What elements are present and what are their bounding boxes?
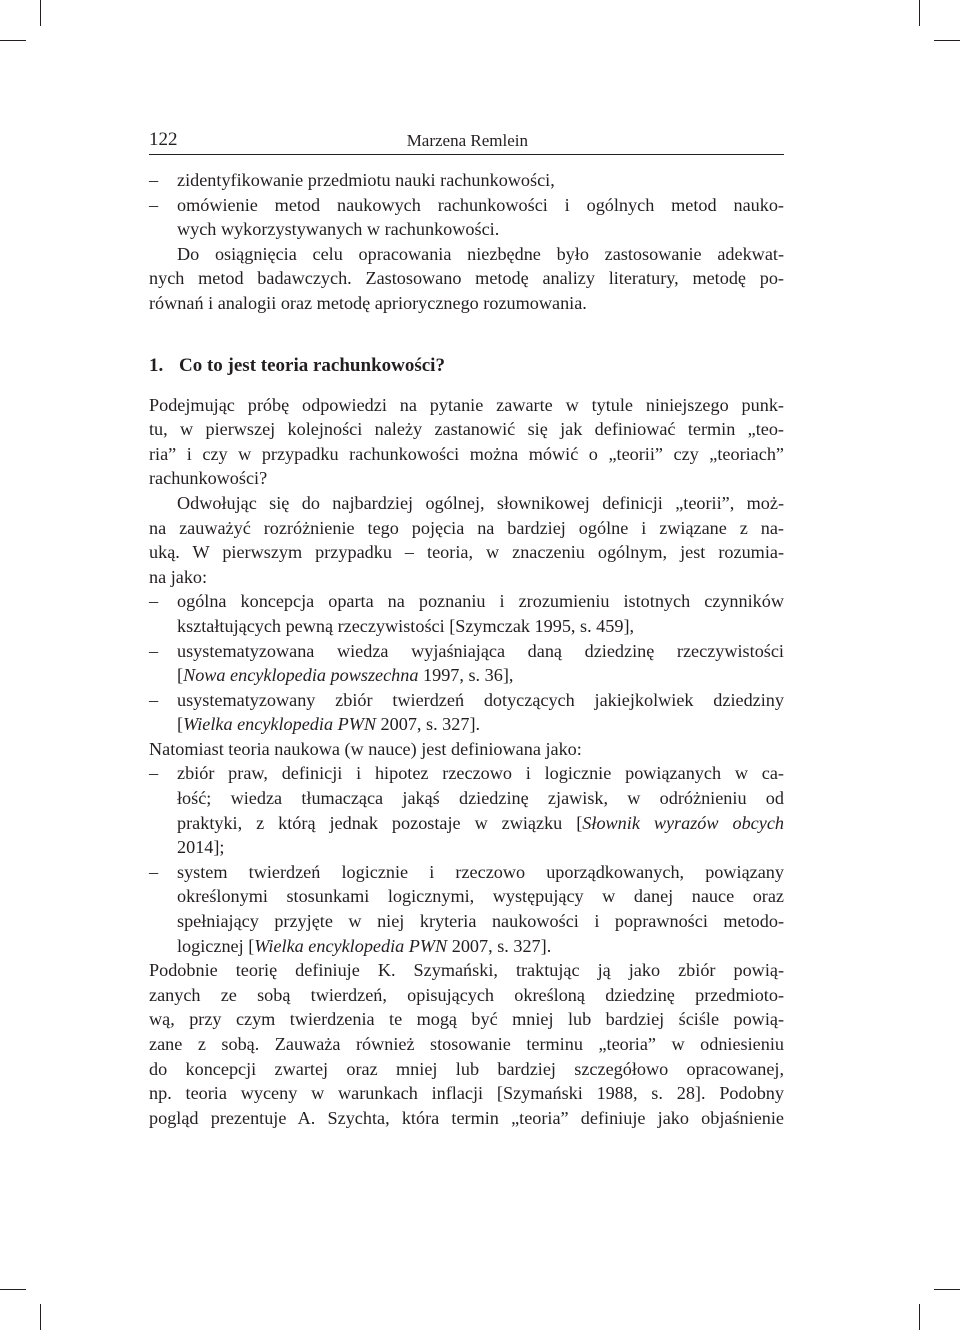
running-header [149, 128, 784, 155]
crop-mark [0, 1289, 26, 1290]
paragraph: Do osiągnięcia celu opracowania niezbędne było zastosowanie adekwat- nych metod badawczych. Zastosowano metodę analizy literatury, metodę po- równań i analogii oraz metodę apriorycznego rozumowania. [149, 243, 784, 313]
general-theory-list: – ogólna koncepcja oparta na poznaniu i zrozumieniu istotnych czynników kształtujących pewną rzeczywistości [Szymczak 1995, s. 459], – usystematyzowana wiedza wyjaśniająca daną dziedzinę rzeczywistości [Nowa encyklopedia powszechna 1997, s. 36], – usystematyzowany zbiór twierdzeń dotyczących jakiejkolwiek dziedziny [Wielka encyklopedia PWN 2007, s. 327]. [149, 591, 784, 735]
page-number: 122 [149, 129, 178, 150]
scientific-theory-list: – zbiór praw, definicji i hipotez rzeczowo i logicznie powiązanych w ca- łość; wiedza tłumacząca jakąś dziedzinę zjawisk, w odróżnieniu od praktyki, z którą jednak pozostaje w związku [Słownik wyrazów obcych 2014]; – system twierdzeń logicznie i rzeczowo uporządkowanych, powiązany określonymi stosunkami logicznymi, występujący w danej nauce oraz spełniający przyjęte w niej kryteria naukowości i poprawności metodo- logicznej [Wielka encyklopedia PWN 2007, s. 327]. [149, 763, 784, 956]
dash-bullet: – [149, 689, 159, 710]
list-item: – zbiór praw, definicji i hipotez rzeczowo i logicznie powiązanych w ca- [149, 761, 784, 786]
crop-mark [934, 40, 960, 41]
running-head-author: Marzena Remlein [406, 131, 528, 150]
list-item: – omówienie metod naukowych rachunkowości i ogólnych metod nauko- [149, 193, 784, 218]
dash-bullet: – [149, 861, 159, 882]
citation-title: Wielka encyklopedia PWN [183, 714, 376, 735]
crop-mark [40, 1304, 41, 1330]
citation-title: Nowa encyklopedia powszechna [183, 665, 419, 686]
paragraph: Podobnie teorię definiuje K. Szymański, traktując ją jako zbiór powią- zanych ze sobą twierdzeń, opisujących określoną dziedzinę przedmioto- wą, przy czym twierdzenia te mogą być mniej lub bardziej ściśle powią- zane z sobą. Zauważa również stosowanie terminu „teoria” w odniesieniu do koncepcji zwartej oraz mniej lub bardziej szczegółowo opracowanej, np. teoria wyceny w warunkach inflacji [Szymański 1988, s. 28]. Podobny pogląd prezentuje A. Szychta, która termin „teoria” definiuje jako objaśnienie [149, 960, 784, 1128]
crop-mark [40, 0, 41, 26]
body-text [149, 168, 784, 1130]
dash-bullet: – [149, 640, 159, 661]
crop-mark [0, 40, 26, 41]
list-item: – usystematyzowany zbiór twierdzeń dotyczących jakiejkolwiek dziedziny [149, 688, 784, 713]
list-item: – zidentyfikowanie przedmiotu nauki rachunkowości, [149, 168, 784, 193]
list-item: – ogólna koncepcja oparta na poznaniu i zrozumieniu istotnych czynników [149, 589, 784, 614]
paragraph: Podejmując próbę odpowiedzi na pytanie zawarte w tytule niniejszego punk- tu, w pierwszej kolejności należy zastanowić się jak definiować termin „teo- ria” i czy w przypadku rachunkowości można mówić o „teorii” czy „teoriach” rachunkowości? [149, 394, 784, 489]
dash-bullet: – [149, 591, 159, 612]
paragraph: Natomiast teoria naukowa (w nauce) jest definiowana jako: [149, 738, 582, 759]
dash-bullet: – [149, 194, 159, 215]
paragraph: Odwołując się do najbardziej ogólnej, słownikowej definicji „teorii”, moż- na zauważyć rozróżnienie tego pojęcia na bardziej ogólne i związane z na- uką. W pierwszym przypadku – teoria, w znaczeniu ogólnym, jest rozumia- na jako: [149, 492, 784, 587]
list-item: – usystematyzowana wiedza wyjaśniająca daną dziedzinę rzeczywistości [149, 639, 784, 664]
section-number: 1. [149, 354, 164, 376]
crop-mark [919, 1304, 920, 1330]
list-item-continuation: wych wykorzystywanych w rachunkowości. [177, 219, 500, 240]
dash-bullet: – [149, 170, 159, 190]
citation-title: Wielka encyklopedia PWN [254, 935, 448, 956]
section-title: Co to jest teoria rachunkowości? [179, 354, 445, 376]
section-heading [149, 353, 784, 379]
crop-mark [934, 1289, 960, 1290]
citation-title: Słownik wyrazów obcych [582, 812, 784, 833]
list-item: – system twierdzeń logicznie i rzeczowo uporządkowanych, powiązany [149, 860, 784, 885]
crop-mark [919, 0, 920, 26]
dash-bullet: – [149, 763, 159, 784]
objectives-list [149, 168, 784, 242]
